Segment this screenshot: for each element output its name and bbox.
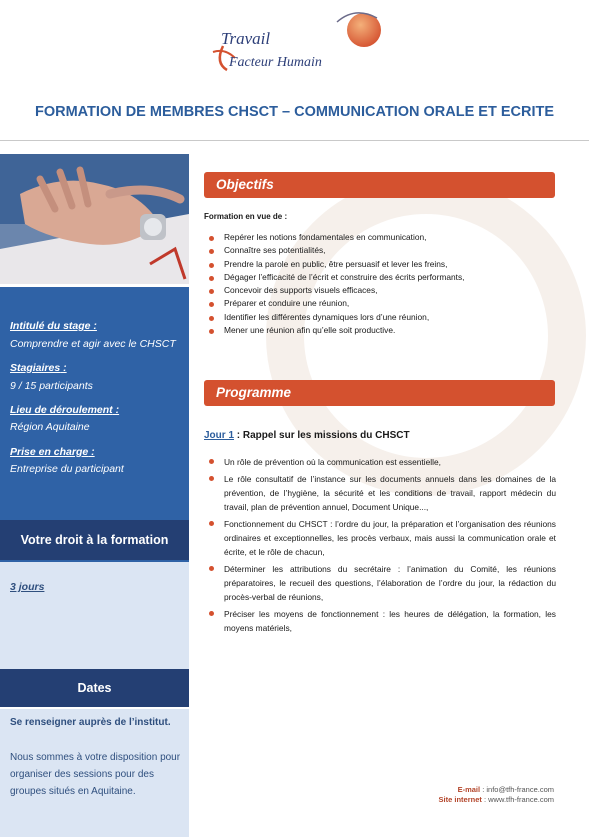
lieu-label: Lieu de déroulement : <box>10 404 120 416</box>
lieu-value: Région Aquitaine <box>10 421 90 433</box>
dates-heading: Dates <box>0 669 189 707</box>
hands-photo <box>0 154 189 284</box>
intitule-value: Comprendre et agir avec le CHSCT <box>10 338 176 350</box>
company-logo <box>205 8 385 80</box>
droit-heading: Votre droit à la formation <box>0 520 189 560</box>
list-item: Fonctionnement du CHSCT : l’ordre du jour, la préparation et l’organisation des réunions ordinaires et exceptionnelles, les procès verbaux, mais aussi la communication orale et écrite, et le rôle de chacun, <box>206 517 556 559</box>
page-title: FORMATION DE MEMBRES CHSCT – COMMUNICATION ORALE ET ECRITE <box>34 104 555 120</box>
dates-panel <box>0 709 189 837</box>
website-line[interactable]: Site internet : www.tfh-france.com <box>438 795 554 804</box>
objectifs-heading: Objectifs <box>204 172 555 198</box>
intitule-label: Intitulé du stage : <box>10 320 97 332</box>
list-item: Connaître ses potentialités, <box>206 245 546 258</box>
list-item: Dégager l’efficacité de l’écrit et construire des écrits performants, <box>206 272 546 285</box>
sidebar <box>0 154 189 837</box>
contact-info <box>404 785 554 805</box>
prise-label: Prise en charge : <box>10 446 95 458</box>
prise-value: Entreprise du participant <box>10 463 124 475</box>
stagiaires-label: Stagiaires : <box>10 362 67 374</box>
list-item: Le rôle consultatif de l’instance sur les documents annuels dans les domaines de la prévention, de l’hygiène, la sécurité et les conditions de travail, rapport médecin du travail, plan de prévention annuel, Document Unique..., <box>206 472 556 514</box>
objectifs-list <box>206 232 546 338</box>
list-item: Prendre la parole en public, être persuasif et lever les freins, <box>206 259 546 272</box>
jour-heading <box>204 430 410 441</box>
stagiaires-value: 9 / 15 participants <box>10 380 93 392</box>
list-item: Déterminer les attributions du secrétaire : l’animation du Comité, les réunions préparatoires, le recueil des questions, l’élaboration de l’ordre du jour, la rédaction du procès-verbal de réunions, <box>206 562 556 604</box>
list-item: Un rôle de prévention où la communication est essentielle, <box>206 455 556 469</box>
list-item: Identifier les différentes dynamiques lors d’une réunion, <box>206 312 546 325</box>
duration-value: 3 jours <box>10 581 45 593</box>
list-item: Mener une réunion afin qu’elle soit productive. <box>206 325 546 338</box>
list-item: Concevoir des supports visuels efficaces, <box>206 285 546 298</box>
email-line[interactable]: E-mail : info@tfh-france.com <box>457 785 554 794</box>
jour-link[interactable]: Jour 1 <box>204 430 235 441</box>
list-item: Repérer les notions fondamentales en communication, <box>206 232 546 245</box>
svg-text:Travail: Travail <box>221 29 271 48</box>
list-item: Préciser les moyens de fonctionnement : les heures de délégation, la formation, les moyens matériels, <box>206 607 556 635</box>
svg-text:Facteur Humain: Facteur Humain <box>229 55 322 70</box>
programme-list <box>206 455 556 638</box>
programme-heading: Programme <box>204 380 555 406</box>
dates-notice: Se renseigner auprès de l’institut. <box>10 717 171 728</box>
list-item: Préparer et conduire une réunion, <box>206 298 546 311</box>
objectifs-intro: Formation en vue de : <box>204 212 288 221</box>
jour-title: : Rappel sur les missions du CHSCT <box>234 430 410 441</box>
title-divider <box>0 140 589 141</box>
dates-description: Nous sommes à votre disposition pour organiser des sessions pour des groupes situés en Aquitaine. <box>10 752 181 797</box>
